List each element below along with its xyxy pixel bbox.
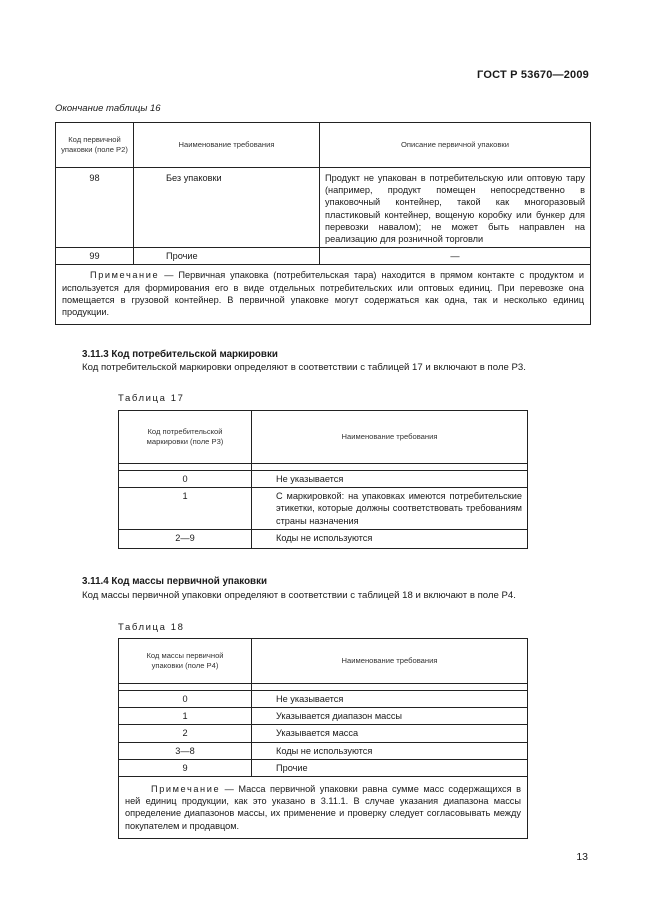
table17-header-code: Код потребительской маркировки (поле Р3) [119,411,252,464]
table18 [118,638,528,839]
table18-name: Указывается диапазон массы [252,708,528,725]
note-label: Примечание [151,784,221,795]
table17-code: 2—9 [119,529,252,548]
table18-header-row [119,639,528,684]
section-text-3-11-3: Код потребительской маркировки определяют в соответствии с таблицей 17 и включают в поле Р3. [82,362,526,373]
table17-name: Коды не используются [252,529,528,548]
section-text-3-11-4: Код массы первичной упаковки определяют в соответствии с таблицей 18 и включают в поле Р4. [82,590,516,601]
table17-code: 0 [119,471,252,488]
table18-header-code: Код массы первичной упаковки (поле Р4) [119,639,252,684]
table-row [119,529,528,548]
table16-header-desc: Описание первичной упаковки [320,123,591,168]
section-title-3-11-3: 3.11.3 Код потребительской маркировки [82,349,278,360]
table16 [55,122,591,325]
table18-code: 1 [119,708,252,725]
table18-note-row [119,777,528,839]
table-row [56,168,591,248]
table18-name: Прочие [252,759,528,776]
table18-code: 0 [119,691,252,708]
table17 [118,410,528,549]
table16-desc: — [320,248,591,265]
table16-code: 98 [56,168,134,248]
document-id: ГОСТ Р 53670—2009 [477,69,589,81]
table18-code: 2 [119,725,252,742]
table16-name: Прочие [134,248,320,265]
table17-caption: Таблица 17 [118,393,185,404]
table17-name: Не указывается [252,471,528,488]
table18-note [119,777,528,839]
table17-code: 1 [119,488,252,530]
table16-code: 99 [56,248,134,265]
table18-name: Указывается масса [252,725,528,742]
table-row [56,248,591,265]
table17-header-name: Наименование требования [252,411,528,464]
table16-note [56,265,591,325]
table16-caption: Окончание таблицы 16 [55,103,161,114]
table-row [119,691,528,708]
table18-code: 3—8 [119,742,252,759]
table18-name: Не указывается [252,691,528,708]
table17-name: С маркировкой: на упаковках имеются потребительские этикетки, которые должны соответствовать требованиям страны назначения [252,488,528,530]
table-row [119,725,528,742]
table-row [119,708,528,725]
table18-header-name: Наименование требования [252,639,528,684]
table18-caption: Таблица 18 [118,622,185,633]
table17-header-row [119,411,528,464]
table16-header-name: Наименование требования [134,123,320,168]
table16-name: Без упаковки [134,168,320,248]
table-row [119,488,528,530]
table16-desc: Продукт не упакован в потребительскую или оптовую тару (например, продукт помещен непосредственно в упаковочный контейнер, такой как многоразовый пластиковый контейнер, вощеную коробку или бункер для перевозки навалом); не может быть направлен на реализацию для розничной торговли [320,168,591,248]
table18-code: 9 [119,759,252,776]
table16-header-code: Код первичной упаковки (поле Р2) [56,123,134,168]
note-text: — Первичная упаковка (потребительская тара) находится в прямом контакте с продуктом и используется для формирования его в виде отдельных потребительских или оптовых единиц. При перевозке она помещается в грузовой контейнер. В первичной упаковке могут содержаться как одна, так и несколько единиц продукции. [62,270,584,318]
note-label: Примечание [90,270,160,281]
table-row [119,471,528,488]
table-row [119,759,528,776]
page-number: 13 [576,851,588,863]
section-title-3-11-4: 3.11.4 Код массы первичной упаковки [82,576,267,587]
table18-name: Коды не используются [252,742,528,759]
table16-note-row [56,265,591,325]
table-row [119,742,528,759]
note-text: — Масса первичной упаковки равна сумме масс содержащихся в ней единиц продукции, как это указано в 3.11.1. В случае указания диапазона массы определение диапазонов массы, их применение и проверку следует согласовывать между покупателем и продавцом. [125,784,521,831]
table16-header-row [56,123,591,168]
